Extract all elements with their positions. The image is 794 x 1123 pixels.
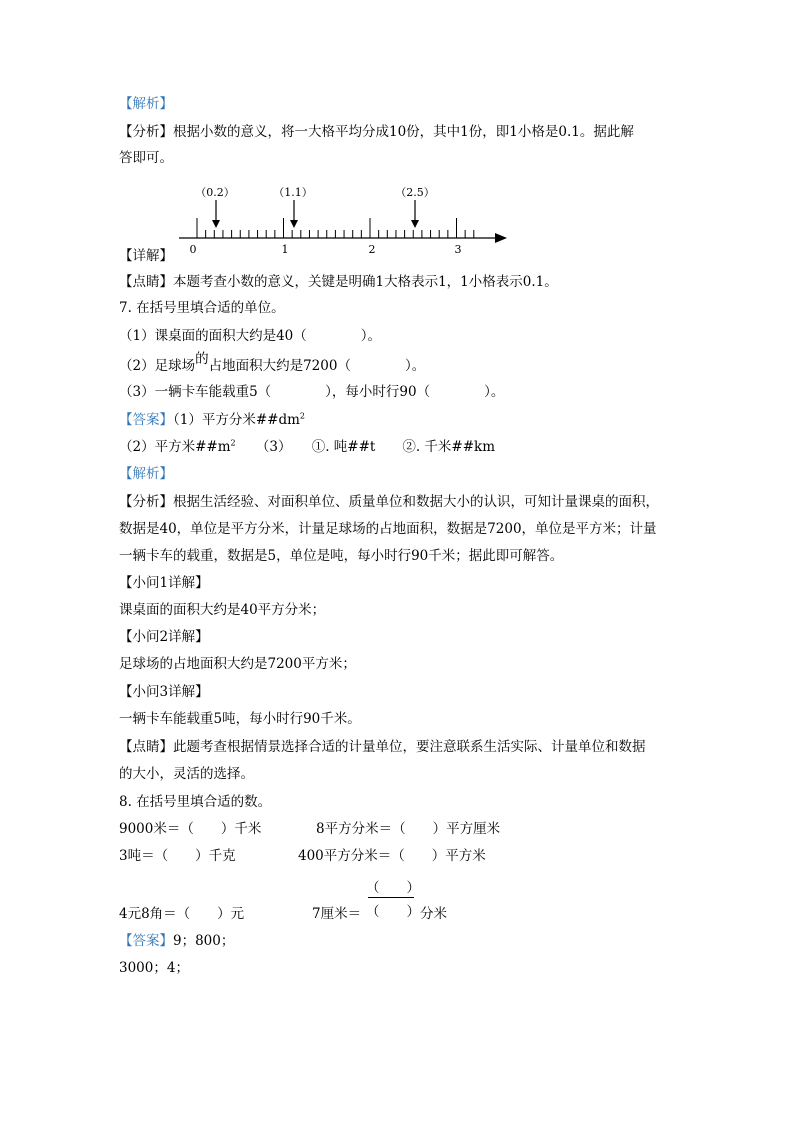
question-7-part-1: （1）课桌面的面积大约是40（ ）。 bbox=[119, 328, 382, 344]
sub-question-3-heading: 【小问3详解】 bbox=[119, 684, 209, 700]
fraction-denominator: （ ） bbox=[366, 904, 420, 920]
question-8-item-1: 9000米＝（ ）千米 bbox=[119, 821, 262, 837]
label-1-1: （1.1） bbox=[273, 186, 313, 199]
question-8-item-6-prefix: 7厘米＝ bbox=[312, 906, 362, 922]
jiexi-heading-2: 【解析】 bbox=[119, 466, 173, 482]
label-0-2: （0.2） bbox=[195, 186, 235, 199]
dianjing-7-line-2: 的大小，灵活的选择。 bbox=[119, 766, 254, 782]
tick-label-1: 1 bbox=[281, 243, 289, 256]
fraction-bar bbox=[368, 897, 414, 898]
tick-label-3: 3 bbox=[454, 243, 462, 256]
answer-7-line-2: （2）平方米$\#\#m^2$ （3） ①. 吨##t ②. 千米##km bbox=[119, 438, 496, 455]
analysis-7-line-1: 【分析】根据生活经验、对面积单位、质量单位和数据大小的认识，可知计量课桌的面积， bbox=[119, 494, 659, 510]
answer-8-line-2: 3000；4； bbox=[119, 960, 189, 976]
answer-7-line-1: 【答案】（1）平方分米$\#\#dm^2$ bbox=[119, 411, 305, 428]
tick-label-2: 2 bbox=[368, 243, 376, 256]
sub-question-1-heading: 【小问1详解】 bbox=[119, 575, 209, 591]
question-7-title: 7. 在括号里填合适的单位。 bbox=[119, 300, 285, 316]
analysis-7-line-2: 数据是40，单位是平方分米，计量足球场的占地面积，数据是7200，单位是平方米；计量 bbox=[119, 521, 657, 537]
jiexi-heading-1: 【解析】 bbox=[119, 96, 173, 112]
question-7-part-2: （2）足球场的占地面积大约是7200（ ）。 bbox=[119, 351, 426, 374]
dianjing-7-line-1: 【点睛】此题考查根据情景选择合适的计量单位，要注意联系生活实际、计量单位和数据 bbox=[119, 739, 646, 755]
question-8-item-4: 400平方分米＝（ ）平方米 bbox=[298, 848, 486, 864]
question-8-item-2: 8平方分米＝（ ）平方厘米 bbox=[316, 821, 501, 837]
sub-question-1-detail: 课桌面的面积大约是40平方分米； bbox=[119, 602, 326, 618]
question-7-part-3: （3）一辆卡车能载重5（ ），每小时行90（ ）。 bbox=[119, 384, 505, 400]
question-8-item-5: 4元8角＝（ ）元 bbox=[119, 906, 245, 922]
sub-question-2-heading: 【小问2详解】 bbox=[119, 629, 209, 645]
analysis-7-line-3: 一辆卡车的载重，数据是5，单位是吨，每小时行90千米；据此即可解答。 bbox=[119, 548, 564, 564]
sub-question-3-detail: 一辆卡车能载重5吨，每小时行90千米。 bbox=[119, 711, 361, 727]
analysis-line-2: 答即可。 bbox=[119, 150, 173, 166]
question-8-title: 8. 在括号里填合适的数。 bbox=[119, 794, 272, 810]
answer-8-line-1: 【答案】9；800； bbox=[119, 933, 235, 949]
number-line-diagram bbox=[175, 180, 515, 256]
fraction-numerator: （ ） bbox=[366, 880, 420, 896]
sub-question-2-detail: 足球场的占地面积大约是7200平方米； bbox=[119, 656, 356, 672]
question-8-item-6-suffix: 分米 bbox=[420, 906, 447, 922]
label-2-5: （2.5） bbox=[395, 186, 435, 199]
dianjing-line-1: 【点睛】本题考查小数的意义，关键是明确1大格表示1，1小格表示0.1。 bbox=[119, 274, 558, 290]
tick-label-0: 0 bbox=[189, 243, 197, 256]
question-8-item-3: 3吨＝（ ）千克 bbox=[119, 848, 236, 864]
detail-heading: 【详解】 bbox=[119, 248, 173, 264]
analysis-line-1: 【分析】根据小数的意义，将一大格平均分成10份，其中1份，即1小格是0.1。据此解 bbox=[119, 124, 634, 140]
